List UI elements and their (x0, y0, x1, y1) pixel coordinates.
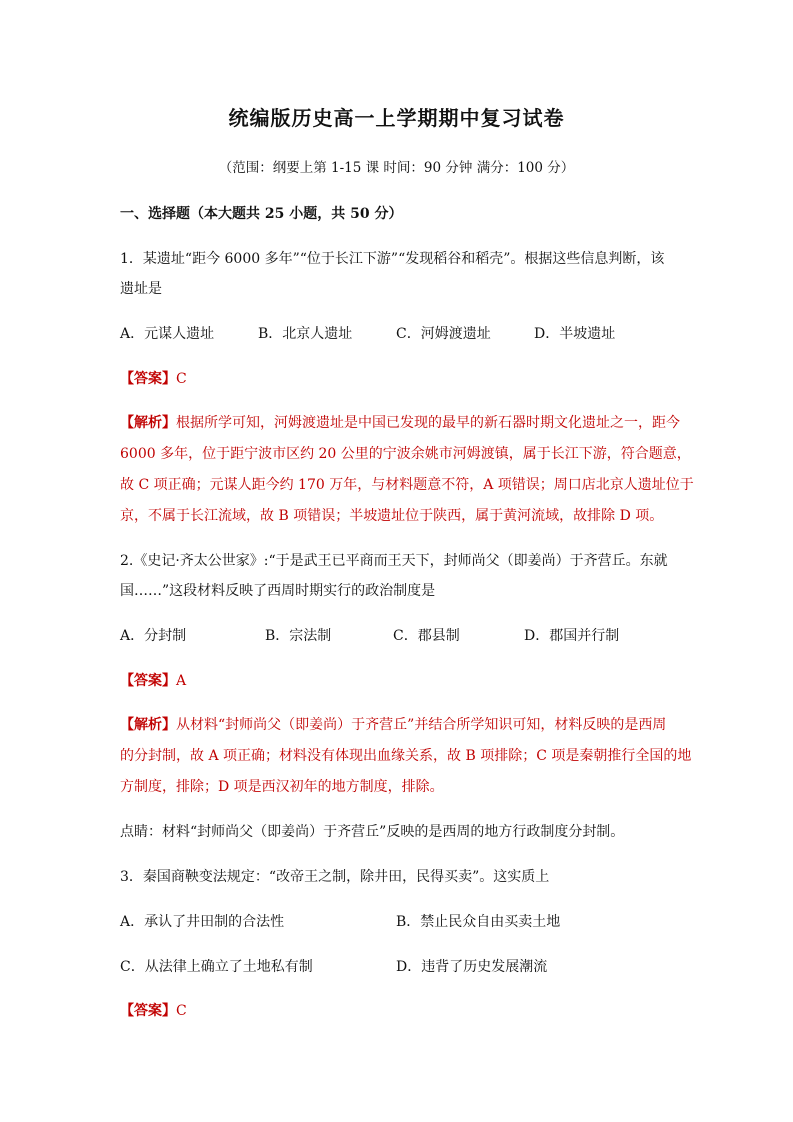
q2-stem-line2: 国……”这段材料反映了西周时期实行的政治制度是 (120, 583, 436, 599)
q3-option-b: B．禁止民众自由买卖土地 (396, 914, 561, 930)
q2-stem-line1: 2.《史记·齐太公世家》:“于是武王已平商而王天下，封师尚父（即姜尚）于齐营丘。东就 (120, 553, 668, 569)
q1-answer (120, 368, 680, 388)
q1-stem-line1: 1．某遗址“距今 6000 多年”“位于长江下游”“发现稻谷和稻壳”。根据这些信息判断，该 (120, 251, 665, 267)
q1-analysis-line3: 故 C 项正确；元谋人距今约 170 万年，与材料题意不符，A 项错误；周口店北京人遗址位于 (120, 477, 694, 493)
analysis-tag: 【解析】 (120, 717, 176, 733)
q1-analysis-line4: 京，不属于长江流域，故 B 项错误；半坡遗址位于陕西，属于黄河流域，故排除 D 项。 (120, 508, 664, 524)
q3-stem-line1: 3．秦国商鞅变法规定：“改帝王之制，除井田，民得买卖”。这实质上 (120, 869, 550, 885)
q1-option-b: B．北京人遗址 (258, 326, 353, 342)
answer-tag: 【答案】 (120, 1003, 176, 1019)
page-subtitle: （范围：纲要上第 1-15 课 时间：90 分钟 满分：100 分） (218, 160, 575, 176)
answer-tag: 【答案】 (120, 673, 176, 689)
q3-option-d: D．违背了历史发展潮流 (396, 959, 548, 975)
q2-answer (120, 670, 680, 690)
q3-answer (120, 1000, 680, 1020)
q2-note: 点睛：材料“封师尚父（即姜尚）于齐营丘”反映的是西周的地方行政制度分封制。 (120, 824, 625, 840)
q2-option-a: A．分封制 (120, 628, 187, 644)
q1-stem-line2: 遗址是 (120, 281, 162, 297)
q1-analysis-line1 (120, 412, 680, 432)
q1-option-d: D．半坡遗址 (534, 326, 616, 342)
q2-option-d: D．郡国并行制 (524, 628, 620, 644)
q2-analysis-line1 (120, 714, 680, 734)
answer-value: C (176, 371, 187, 387)
page-title: 统编版历史高一上学期期中复习试卷 (228, 106, 565, 130)
analysis-text: 从材料“封师尚父（即姜尚）于齐营丘”并结合所学知识可知，材料反映的是西周 (176, 717, 667, 733)
q2-analysis-line2: 的分封制，故 A 项正确；材料没有体现出血缘关系，故 B 项排除；C 项是秦朝推行全国的地 (120, 748, 692, 764)
analysis-tag: 【解析】 (120, 415, 176, 431)
analysis-text: 根据所学可知，河姆渡遗址是中国已发现的最早的新石器时期文化遗址之一，距今 (176, 415, 680, 431)
q3-option-a: A．承认了井田制的合法性 (120, 914, 285, 930)
answer-value: C (176, 1003, 187, 1019)
section-heading: 一、选择题（本大题共 25 小题，共 50 分） (120, 206, 403, 222)
answer-value: A (176, 673, 187, 689)
q1-option-a: A．元谋人遗址 (120, 326, 215, 342)
q2-option-b: B．宗法制 (265, 628, 332, 644)
q1-analysis-line2: 6000 多年，位于距宁波市区约 20 公里的宁波余姚市河姆渡镇，属于长江下游，符合题意， (120, 446, 691, 462)
q2-analysis-line3: 方制度，排除；D 项是西汉初年的地方制度，排除。 (120, 779, 444, 795)
answer-tag: 【答案】 (120, 371, 176, 387)
q3-option-c: C．从法律上确立了土地私有制 (120, 959, 313, 975)
q2-option-c: C．郡县制 (393, 628, 460, 644)
q1-option-c: C．河姆渡遗址 (396, 326, 491, 342)
